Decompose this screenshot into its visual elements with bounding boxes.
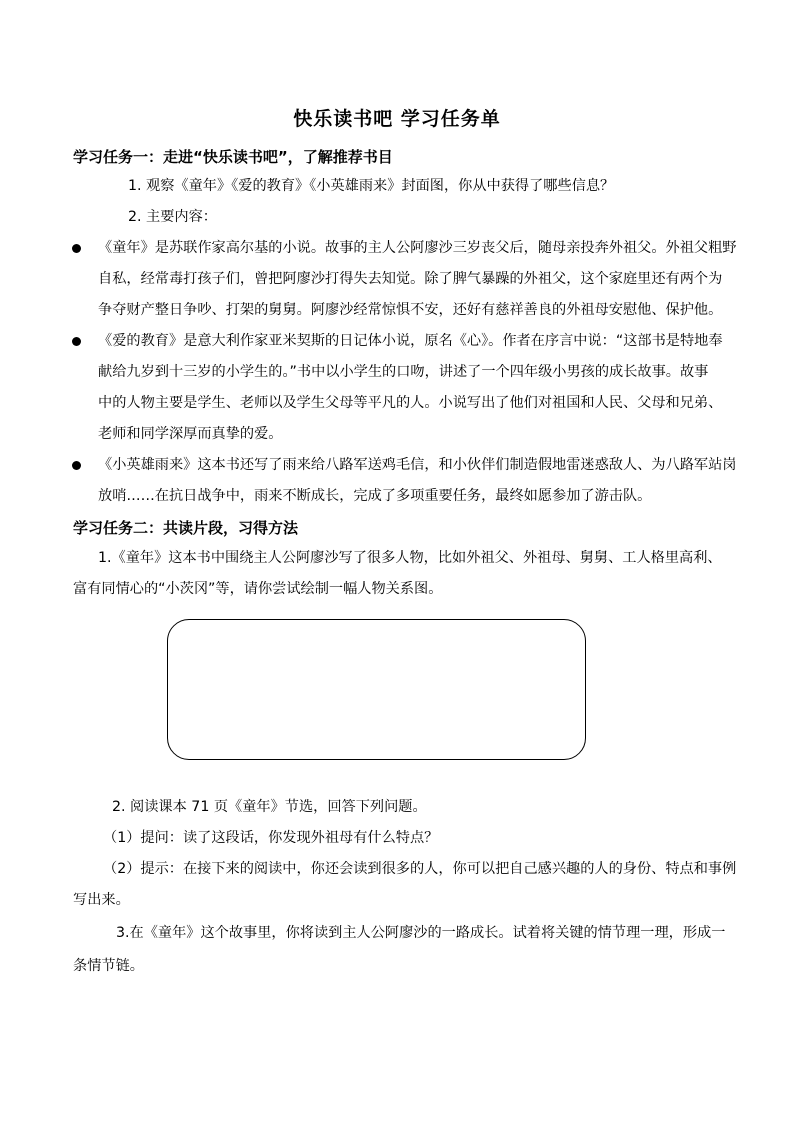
page-title: 快乐读书吧 学习任务单 bbox=[293, 108, 501, 130]
task2-p2: 2. 阅读课本 71 页《童年》节选，回答下列问题。 bbox=[112, 799, 427, 815]
bullet-3-line-2: 放哨……在抗日战争中，雨来不断成长，完成了多项重要任务，最终如愿参加了游击队。 bbox=[98, 488, 652, 504]
task2-p4-line-1: （2）提示：在接下来的阅读中，你还会读到很多的人，你可以把自己感兴趣的人的身份、特点和事例 bbox=[103, 861, 737, 877]
bullet-2-line-4: 老师和同学深厚而真挚的爱。 bbox=[98, 426, 283, 442]
task1-heading: 学习任务一：走进“快乐读书吧”，了解推荐书目 bbox=[73, 148, 393, 166]
bullet-2-line-1: 《爱的教育》是意大利作家亚米契斯的日记体小说，原名《心》。作者在序言中说：“这部书是特地奉 bbox=[98, 333, 723, 349]
task2-p5-line-1: 3.在《童年》这个故事里，你将读到主人公阿廖沙的一路成长。试着将关键的情节理一理，形成一 bbox=[116, 925, 726, 941]
bullet-1-line-1: 《童年》是苏联作家高尔基的小说。故事的主人公阿廖沙三岁丧父后，随母亲投奔外祖父。外祖父粗野 bbox=[98, 240, 737, 256]
task2-heading: 学习任务二：共读片段，习得方法 bbox=[73, 519, 299, 537]
task2-p3: （1）提问：读了这段话，你发现外祖母有什么特点？ bbox=[103, 830, 439, 846]
bullet-3-line-1: 《小英雄雨来》这本书还写了雨来给八路军送鸡毛信，和小伙伴们制造假地雷迷惑敌人、为八路军站岗 bbox=[98, 457, 737, 473]
bullet-2-line-2: 献给九岁到十三岁的小学生的。”书中以小学生的口吻，讲述了一个四年级小男孩的成长故事。故事 bbox=[98, 364, 709, 380]
bullet-2-line-3: 中的人物主要是学生、老师以及学生父母等平凡的人。小说写出了他们对祖国和人民、父母和兄弟、 bbox=[98, 395, 723, 411]
task2-p5-line-2: 条情节链。 bbox=[73, 958, 144, 974]
task2-p4-line-2: 写出来。 bbox=[73, 892, 130, 908]
bullet-icon bbox=[72, 337, 81, 346]
bullet-icon bbox=[72, 244, 81, 253]
bullet-icon bbox=[72, 461, 81, 470]
task1-question-2: 2. 主要内容： bbox=[128, 209, 217, 225]
bullet-1-line-2: 自私，经常毒打孩子们，曾把阿廖沙打得失去知觉。除了脾气暴躁的外祖父，这个家庭里还有两个为 bbox=[98, 271, 723, 287]
character-relationship-drawing-box[interactable] bbox=[167, 619, 586, 760]
task1-question-1: 1. 观察《童年》《爱的教育》《小英雄雨来》封面图，你从中获得了哪些信息？ bbox=[128, 178, 615, 194]
task2-p1-line-2: 富有同情心的“小茨冈”等，请你尝试绘制一幅人物关系图。 bbox=[73, 581, 443, 597]
task2-p1-line-1: 1.《童年》这本书中围绕主人公阿廖沙写了很多人物，比如外祖父、外祖母、舅舅、工人格里高利、 bbox=[98, 550, 722, 566]
bullet-1-line-3: 争夺财产整日争吵、打架的舅舅。阿廖沙经常惊惧不安，还好有慈祥善良的外祖母安慰他、保护他。 bbox=[98, 302, 723, 318]
